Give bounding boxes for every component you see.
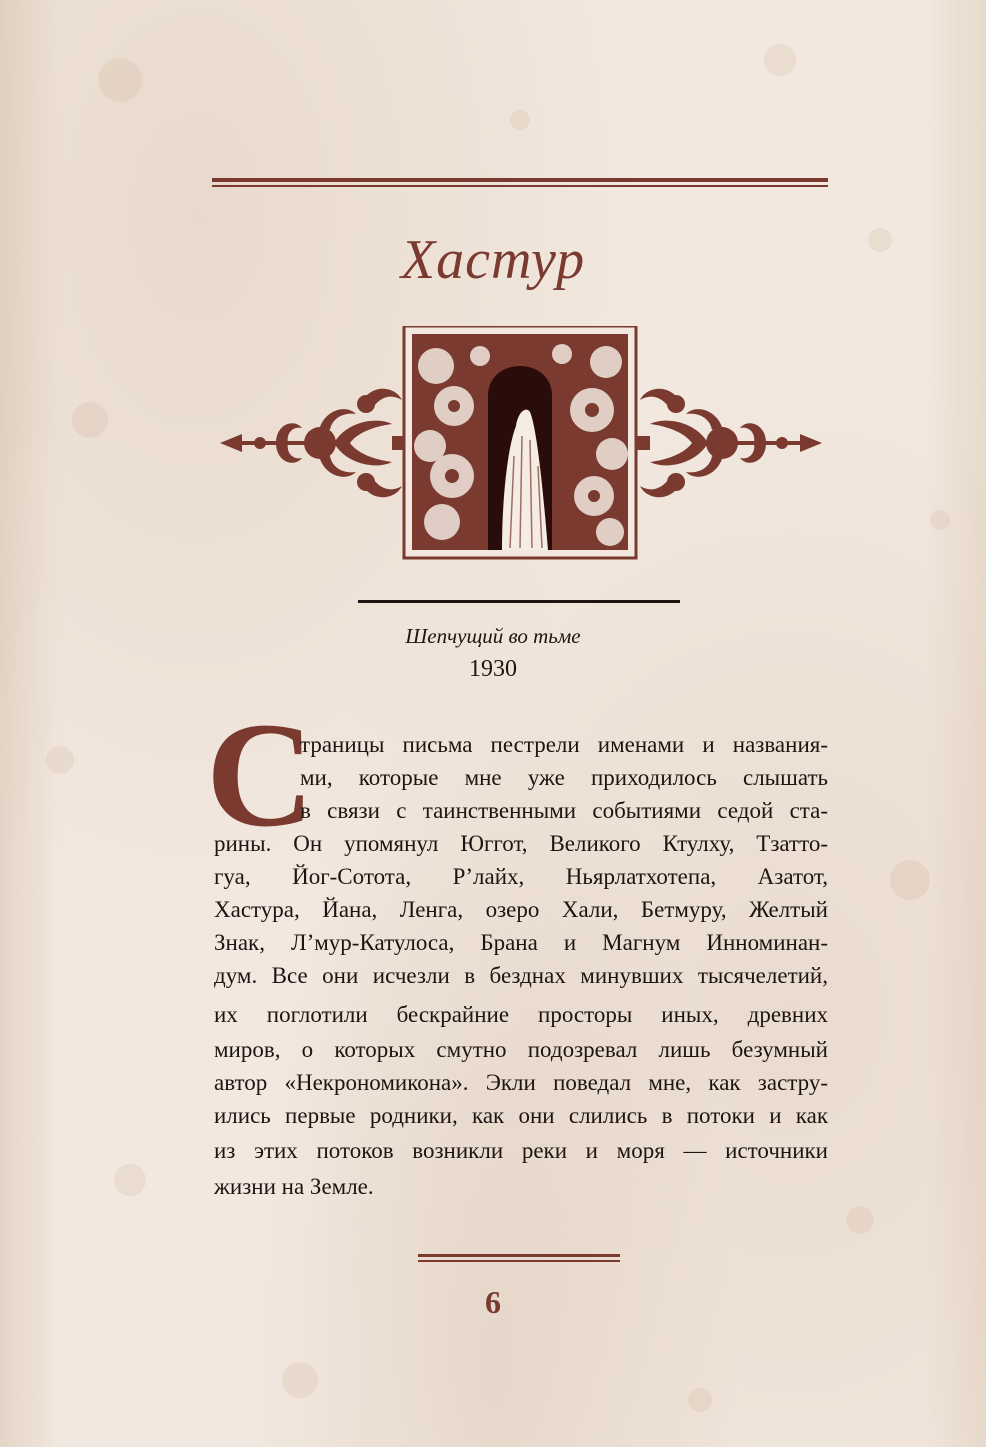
chapter-title: Хастур xyxy=(400,229,586,291)
drop-cap: С xyxy=(206,692,315,858)
page-number: 6 xyxy=(485,1284,501,1320)
body-line: Хастура, Йана, Ленга, озеро Хали, Бетмуру, Желтый xyxy=(214,897,828,922)
epigraph-divider xyxy=(358,600,680,603)
body-line: автор «Некрономикона». Экли поведал мне, как застру- xyxy=(214,1070,828,1095)
body-line: рины. Он упомянул Юггот, Великого Ктулху, Тзатто- xyxy=(214,831,828,856)
bottom-double-rule xyxy=(418,1254,620,1262)
body-line: дум. Все они исчезли в безднах минувших тысячелетий, xyxy=(214,963,828,988)
left-scroll-ornament xyxy=(220,389,406,497)
body-line: ми, которые мне уже приходилось слышать xyxy=(300,765,828,790)
source-year: 1930 xyxy=(469,656,517,682)
body-line: ились первые родники, как они слились в потоки и как xyxy=(214,1103,828,1128)
body-line: из этих потоков возникли реки и моря — источники xyxy=(214,1138,828,1163)
body-line: миров, о которых смутно подозревал лишь безумный xyxy=(214,1037,828,1062)
body-line: траницы письма пестрели именами и названия- xyxy=(300,732,828,757)
body-line: в связи с таинственными событиями седой ста- xyxy=(300,798,828,823)
body-line: Знак, Л’мур-Катулоса, Брана и Магнум Инноминан- xyxy=(214,930,828,955)
hooded-figure-engraving-icon xyxy=(216,326,826,560)
body-line: жизни на Земле. xyxy=(214,1174,374,1199)
body-line: гуа, Йог-Сотота, Р’лайх, Ньярлатхотепа, Азатот, xyxy=(214,864,828,889)
source-title: Шепчущий во тьме xyxy=(405,624,581,648)
body-line: их поглотили бескрайние просторы иных, древних xyxy=(214,1002,828,1027)
top-double-rule xyxy=(212,178,828,187)
